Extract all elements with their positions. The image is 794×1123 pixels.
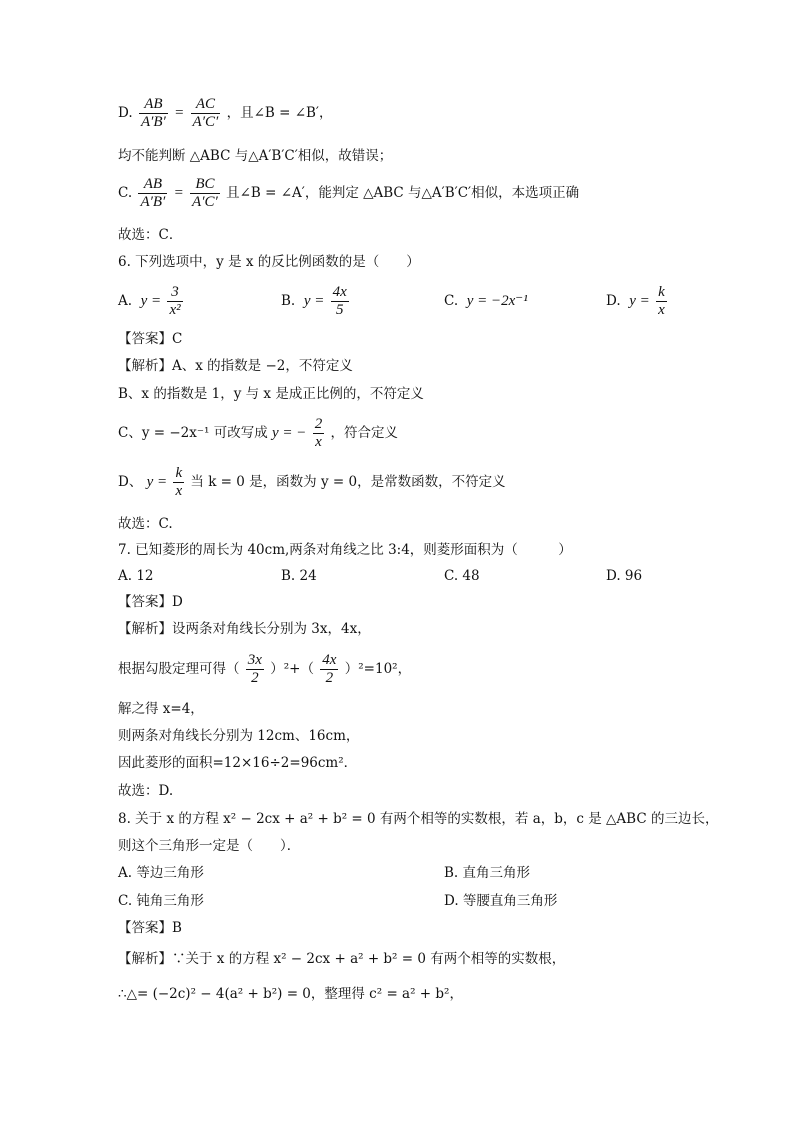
q7-analysis-3: 解之得 x=4， bbox=[118, 701, 204, 717]
option-label: D. bbox=[118, 105, 133, 121]
q7-analysis-2: 根据勾股定理可得（ $\frac{3x}{2}$ ）²+（ $\frac{4x}{2}$ ）²=10²， bbox=[118, 652, 412, 686]
q6-stem: 6. 下列选项中，y 是 x 的反比例函数的是（ ） bbox=[118, 254, 420, 270]
q6-answer: 【答案】C bbox=[118, 331, 183, 347]
q6-option-a: A. y = $\frac{3}{\text{x²}}$ bbox=[118, 284, 181, 318]
q7-analysis-4: 则两条对角线长分别为 12cm、16cm， bbox=[118, 728, 360, 744]
q8-stem-2: 则这个三角形一定是（ ）． bbox=[118, 838, 301, 854]
q7-option-d: D. 96 bbox=[606, 568, 643, 584]
q7-analysis-1: 【解析】设两条对角线长分别为 3x，4x， bbox=[118, 621, 371, 637]
fraction: $\frac{AB}{A'B'}$ bbox=[140, 96, 166, 130]
q6-choose: 故选：C. bbox=[118, 516, 173, 532]
fraction: $\frac{BC}{A'C'}$ bbox=[192, 176, 218, 210]
q7-option-c: C. 48 bbox=[444, 568, 480, 584]
option-c-line: C. $\frac{AB}{A'B'}$ = $\frac{BC}{A'C'}$ 且∠B = ∠A′，能判定 △ABC 与△A′B′C′相似，本选项正确 bbox=[118, 176, 580, 210]
q7-option-b: B. 24 bbox=[281, 568, 317, 584]
q6-analysis-d: D、 y = $\frac{k}{x}$ 当 k = 0 是，函数为 y = 0，是常数函数，不符定义 bbox=[118, 465, 506, 499]
q6-analysis-b: B、x 的指数是 1，y 与 x 是成正比例的，不符定义 bbox=[118, 386, 424, 402]
q7-stem: 7. 已知菱形的周长为 40cm,两条对角线之比 3:4，则菱形面积为（ ） bbox=[118, 542, 572, 558]
q7-analysis-5: 因此菱形的面积=12×16÷2=96cm²． bbox=[118, 755, 358, 771]
q7-choose: 故选：D. bbox=[118, 783, 174, 799]
q6-option-c: C. y = −2x⁻¹ bbox=[444, 293, 528, 309]
q8-option-d: D. 等腰直角三角形 bbox=[444, 893, 558, 909]
neither-line: 均不能判断 △ABC 与△A′B′C′相似，故错误； bbox=[118, 148, 393, 164]
q6-analysis-a: 【解析】A、x 的指数是 −2，不符定义 bbox=[118, 358, 353, 374]
q8-stem-1: 8. 关于 x 的方程 x² − 2cx + a² + b² = 0 有两个相等的实数根，若 a，b，c 是 △ABC 的三边长， bbox=[118, 811, 719, 827]
q8-analysis-1: 【解析】∵关于 x 的方程 x² − 2cx + a² + b² = 0 有两个相等的实数根， bbox=[118, 951, 566, 967]
q8-answer: 【答案】B bbox=[118, 920, 182, 936]
q6-analysis-c: C、y = −2x⁻¹ 可改写成 y = − $\frac{2}{x}$ ，符合定义 bbox=[118, 416, 398, 450]
q7-answer: 【答案】D bbox=[118, 594, 183, 610]
option-label: C. bbox=[118, 185, 133, 201]
q6-option-d: D. y = $\frac{k}{x}$ bbox=[606, 284, 665, 318]
option-d-tail: ，且∠B = ∠B′， bbox=[226, 105, 333, 121]
fraction: $\frac{AC}{A'C'}$ bbox=[192, 96, 219, 130]
q7-option-a: A. 12 bbox=[118, 568, 154, 584]
q8-analysis-2: ∴△= (−2c)² − 4(a² + b²) = 0，整理得 c² = a² + b²， bbox=[118, 986, 463, 1002]
fraction: $\frac{AB}{A'B'}$ bbox=[140, 176, 166, 210]
choose-line: 故选：C． bbox=[118, 227, 183, 243]
q6-option-b: B. y = $\frac{4x}{5}$ bbox=[281, 284, 347, 318]
q8-option-a: A. 等边三角形 bbox=[118, 865, 204, 881]
option-d-line: D. $\frac{AB}{A'B'}$ = $\frac{AC}{A'C'}$ ，且∠B = ∠B′， bbox=[118, 96, 333, 130]
option-c-tail: 且∠B = ∠A′，能判定 △ABC 与△A′B′C′相似，本选项正确 bbox=[226, 185, 580, 201]
q8-option-b: B. 直角三角形 bbox=[444, 865, 531, 881]
q8-option-c: C. 钝角三角形 bbox=[118, 893, 204, 909]
